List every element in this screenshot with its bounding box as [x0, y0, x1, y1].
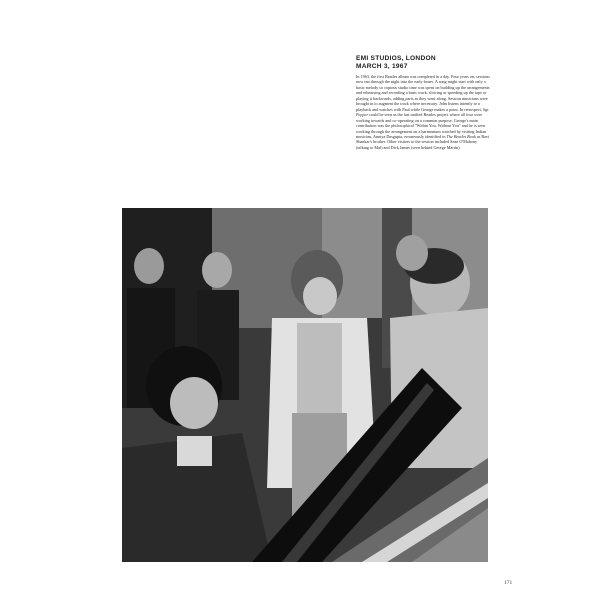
caption-body-part3: as Ravi Shankar's brother. Other visitors to the session included Sean O'Mahony (talking to Mal) and Dick James (seen behind George Martin). [356, 133, 490, 150]
caption-heading [356, 55, 490, 71]
caption-body-part1: In 1963, the first Beatles album was completed in a day. Four years on, sessions now ran through the night into the early hours. A song might start with only a basic melody so copious studio time was spent on building up the arrangements and rehearsing and recording a basic track, slowing or speeding up the tape or playing it backwards, adding parts as they went along. Session musicians were brought in to augment the track where necessary. John listens intently to a playback and watches with Paul while George makes a point. In retrospect, [356, 74, 490, 112]
studio-photograph [122, 208, 488, 562]
caption-location: EMI STUDIOS, LONDON [356, 55, 436, 62]
photo-caption [356, 55, 490, 150]
caption-body [356, 74, 490, 150]
caption-book-title: The Beatles Book [446, 133, 476, 139]
photo-illustration [122, 208, 488, 562]
page-number: 171 [504, 580, 513, 586]
caption-body-part2: could be seen as the last unified Beatles project where all four were working towards and co-operating on a common purpose. George's main contribution was the philosophical "Within You, Without You" and he is seen working through the arrangement on a harmonium watched by visiting Indian musician, Anniya Dasgupta, erroneously identified in [356, 112, 487, 139]
caption-album-title: Sgt. Pepper [356, 106, 490, 118]
caption-date: MARCH 3, 1967 [356, 63, 408, 70]
